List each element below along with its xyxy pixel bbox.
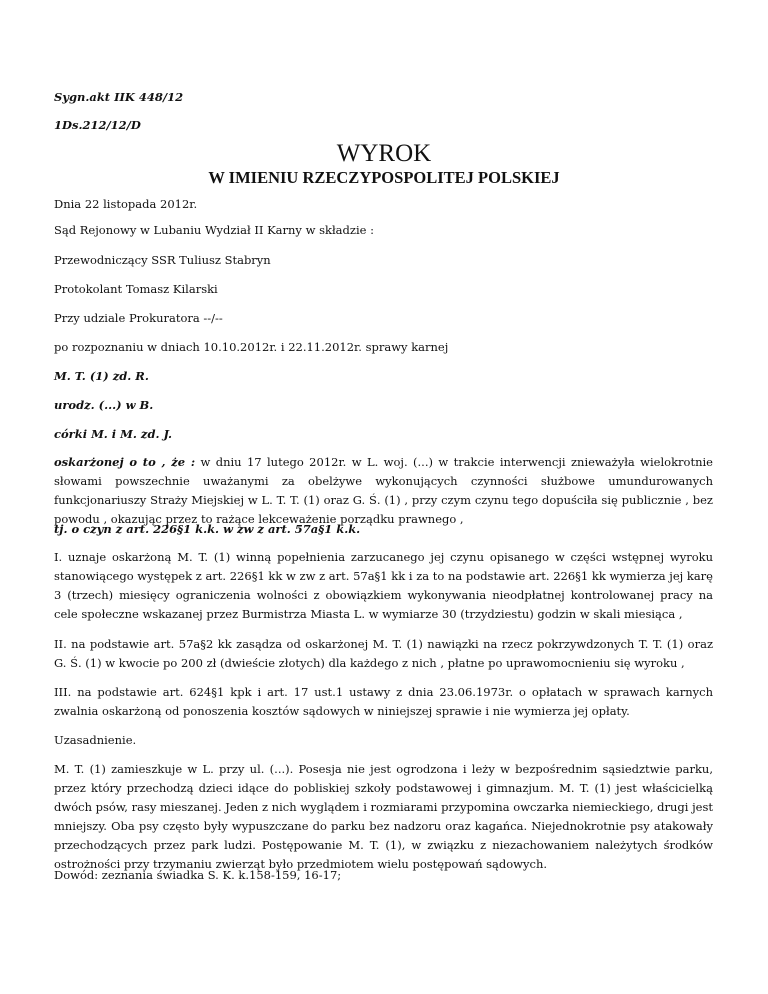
evidence-line: Dowód: zeznania świadka S. K. k.158-159, 16-17; [54, 868, 342, 882]
verdict-point-3: III. na podstawie art. 624§1 kpk i art. 17 ust.1 ustawy z dnia 23.06.1973r. o opłatach w sprawach karnych zwalnia oskarżoną od ponoszenia kosztów sądowych w niniejszej sprawie i nie wymierza jej opłaty. [54, 685, 713, 718]
defendant-name: M. T. (1) zd. R. [54, 369, 149, 383]
court-line: Sąd Rejonowy w Lubaniu Wydział II Karny w składzie : [54, 223, 374, 237]
case-number: Sygn.akt IIK 448/12 [54, 90, 184, 104]
reference-number: 1Ds.212/12/D [54, 118, 141, 132]
defendant-birth: urodz. (...) w B. [54, 398, 154, 412]
verdict-subtitle: W IMIENIU RZECZYPOSPOLITEJ POLSKIEJ [208, 168, 560, 187]
clerk: Protokolant Tomasz Kilarski [54, 282, 218, 296]
date-line: Dnia 22 listopada 2012r. [54, 197, 198, 211]
prosecutor: Przy udziale Prokuratora --/-- [54, 311, 223, 325]
presiding-judge: Przewodniczący SSR Tuliusz Stabryn [54, 253, 271, 267]
charge-article: tj. o czyn z art. 226§1 k.k. w zw z art. 57a§1 k.k. [54, 522, 361, 536]
hearing-line: po rozpoznaniu w dniach 10.10.2012r. i 22.11.2012r. sprawy karnej [54, 340, 449, 354]
charge-paragraph [54, 453, 713, 529]
charge-label: oskarżonej o to , że : [54, 455, 196, 469]
verdict-point-1: I. uznaje oskarżoną M. T. (1) winną popełnienia zarzucanego jej czynu opisanego w części wstępnej wyroku stanowiącego występek z art. 226§1 kk w zw z art. 57a§1 kk i za to na podstawie art. 226§1 kk wymierza jej karę 3 (trzech) miesięcy ograniczenia wolności z obowiązkiem wykonywania nieodpłatnej kontrolowanej pracy na cele społeczne wskazanej przez Burmistrza Miasta L. w wymiarze 30 (trzydziestu) godzin w skali miesiąca , [54, 550, 713, 621]
verdict-title: WYROK [336, 140, 432, 167]
verdict-point-2: II. na podstawie art. 57a§2 kk zasądza od oskarżonej M. T. (1) nawiązki na rzecz pokrzywdzonych T. T. (1) oraz G. Ś. (1) w kwocie po 200 zł (dwieście złotych) dla każdego z nich , płatne po uprawomocnieniu się wyroku , [54, 637, 713, 670]
justification-heading: Uzasadnienie. [54, 733, 137, 747]
justification-text: M. T. (1) zamieszkuje w L. przy ul. (...). Posesja nie jest ogrodzona i leży w bezpośrednim sąsiedztwie parku, przez który przechodzą dzieci idące do pobliskiej szkoły podstawowej i gimnazjum. M. T. (1) jest właścicielką dwóch psów, rasy mieszanej. Jeden z nich wyglądem i rozmiarami przypomina owczarka niemieckiego, drugi jest mniejszy. Oba psy często były wypuszczane do parku bez nadzoru oraz kagańca. Niejednokrotnie psy atakowały przechodzących przez park ludzi. Postępowanie M. T. (1), w związku z niezachowaniem należytych środków ostrożności przy trzymaniu zwierząt było przedmiotem wielu postępowań sądowych. [54, 762, 713, 871]
defendant-parents: córki M. i M. zd. J. [54, 427, 173, 441]
charge-text: w dniu 17 lutego 2012r. w L. woj. (...) w trakcie interwencji znieważyła wielokrotnie słowami powszechnie uważanymi za obelżywe wykonujących czynności służbowe umundurowanych funkcjonariuszy Straży Miejskiej w L. T. T. (1) oraz G. Ś. (1) , przy czym czynu tego dopuściła się publicznie , bez powodu , okazując przez to rażące lekceważenie porządku prawnego , [54, 455, 713, 526]
